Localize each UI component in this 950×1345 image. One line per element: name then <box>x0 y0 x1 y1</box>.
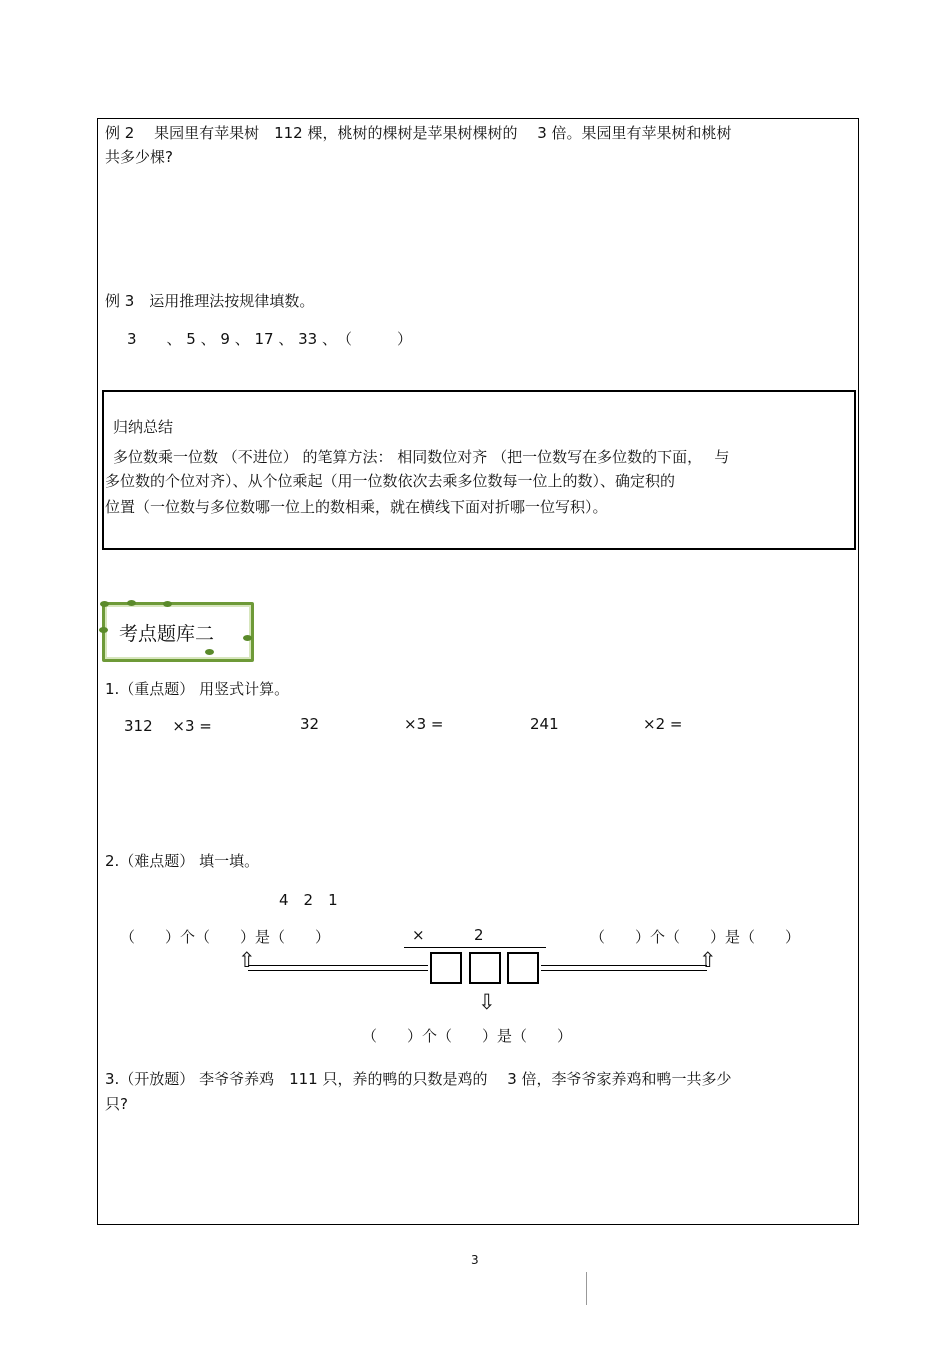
q1-calc-1: 312 ×3 = <box>124 717 212 735</box>
up-arrow-left-icon: ⇧ <box>238 948 256 972</box>
q1-calc-3-number: 241 <box>530 715 559 733</box>
q3-line1: 3.（开放题） 李爷爷养鸡 111 只，养的鸭的只数是鸡的 3 倍，李爷爷家养鸡和鸭一共多少 <box>105 1070 732 1088</box>
q1-calc-2-op: ×3 = <box>404 715 444 733</box>
q2-left-fill: （ ）个（ ）是（ ） <box>120 928 331 946</box>
vine-leaf-icon <box>163 601 172 607</box>
q2-left-arm-top <box>248 965 428 966</box>
q1-calc-3-op: ×2 = <box>643 715 683 733</box>
example2-line1: 例 2 果园里有苹果树 112 棵，桃树的棵树是苹果树棵树的 3 倍。果园里有苹果树和桃树 <box>105 124 732 142</box>
q1-calc-2-number: 32 <box>300 715 320 733</box>
example3-sequence: 3 、 5 、 9 、 17 、 33 、 （ ） <box>127 330 412 348</box>
q2-top-number: 4 2 1 <box>279 891 338 909</box>
vine-leaf-icon <box>99 627 108 633</box>
q3-line2: 只? <box>105 1095 128 1113</box>
summary-heading: 归纳总结 <box>113 418 174 436</box>
q1-title: 1.（重点题） 用竖式计算。 <box>105 680 290 698</box>
worksheet-frame <box>97 118 859 1225</box>
vine-leaf-icon <box>100 601 109 607</box>
down-arrow-icon: ⇩ <box>478 990 496 1014</box>
q2-right-arm-bottom <box>541 970 707 971</box>
q2-product-line <box>404 947 546 948</box>
q2-multiplier: 2 <box>474 926 484 944</box>
section-badge-title: 考点题库二 <box>119 623 215 645</box>
summary-line3: 位置（一位数与多位数哪一位上的数相乘，就在横线下面对折哪一位写积）。 <box>105 498 608 516</box>
vine-leaf-icon <box>127 600 136 606</box>
page-number: 3 <box>471 1253 479 1267</box>
margin-line <box>586 1272 587 1305</box>
q2-bottom-fill: （ ）个（ ）是（ ） <box>362 1027 573 1045</box>
summary-line2: 多位数的个位对齐）、从个位乘起（用一位数依次去乘多位数每一位上的数）、确定积的 <box>105 472 676 490</box>
summary-line1: 多位数乘一位数 （不进位） 的笔算方法： 相同数位对齐 （把一位数写在多位数的下面， 与 <box>113 448 730 466</box>
section-badge <box>102 602 254 662</box>
q2-title: 2.（难点题） 填一填。 <box>105 852 260 870</box>
example2-line2: 共多少棵? <box>105 148 173 166</box>
q2-right-fill: （ ）个（ ）是（ ） <box>590 928 801 946</box>
up-arrow-right-icon: ⇧ <box>699 948 717 972</box>
q2-digit-box-hundreds <box>430 952 462 984</box>
q2-digit-box-tens <box>469 952 501 984</box>
q2-left-arm-bottom <box>248 970 428 971</box>
vine-leaf-icon <box>205 649 214 655</box>
q2-multiply-sign: × <box>412 926 425 944</box>
example3-title: 例 3 运用推理法按规律填数。 <box>105 292 315 310</box>
q2-digit-box-ones <box>507 952 539 984</box>
q2-right-arm-top <box>541 965 707 966</box>
vine-leaf-icon <box>243 635 252 641</box>
